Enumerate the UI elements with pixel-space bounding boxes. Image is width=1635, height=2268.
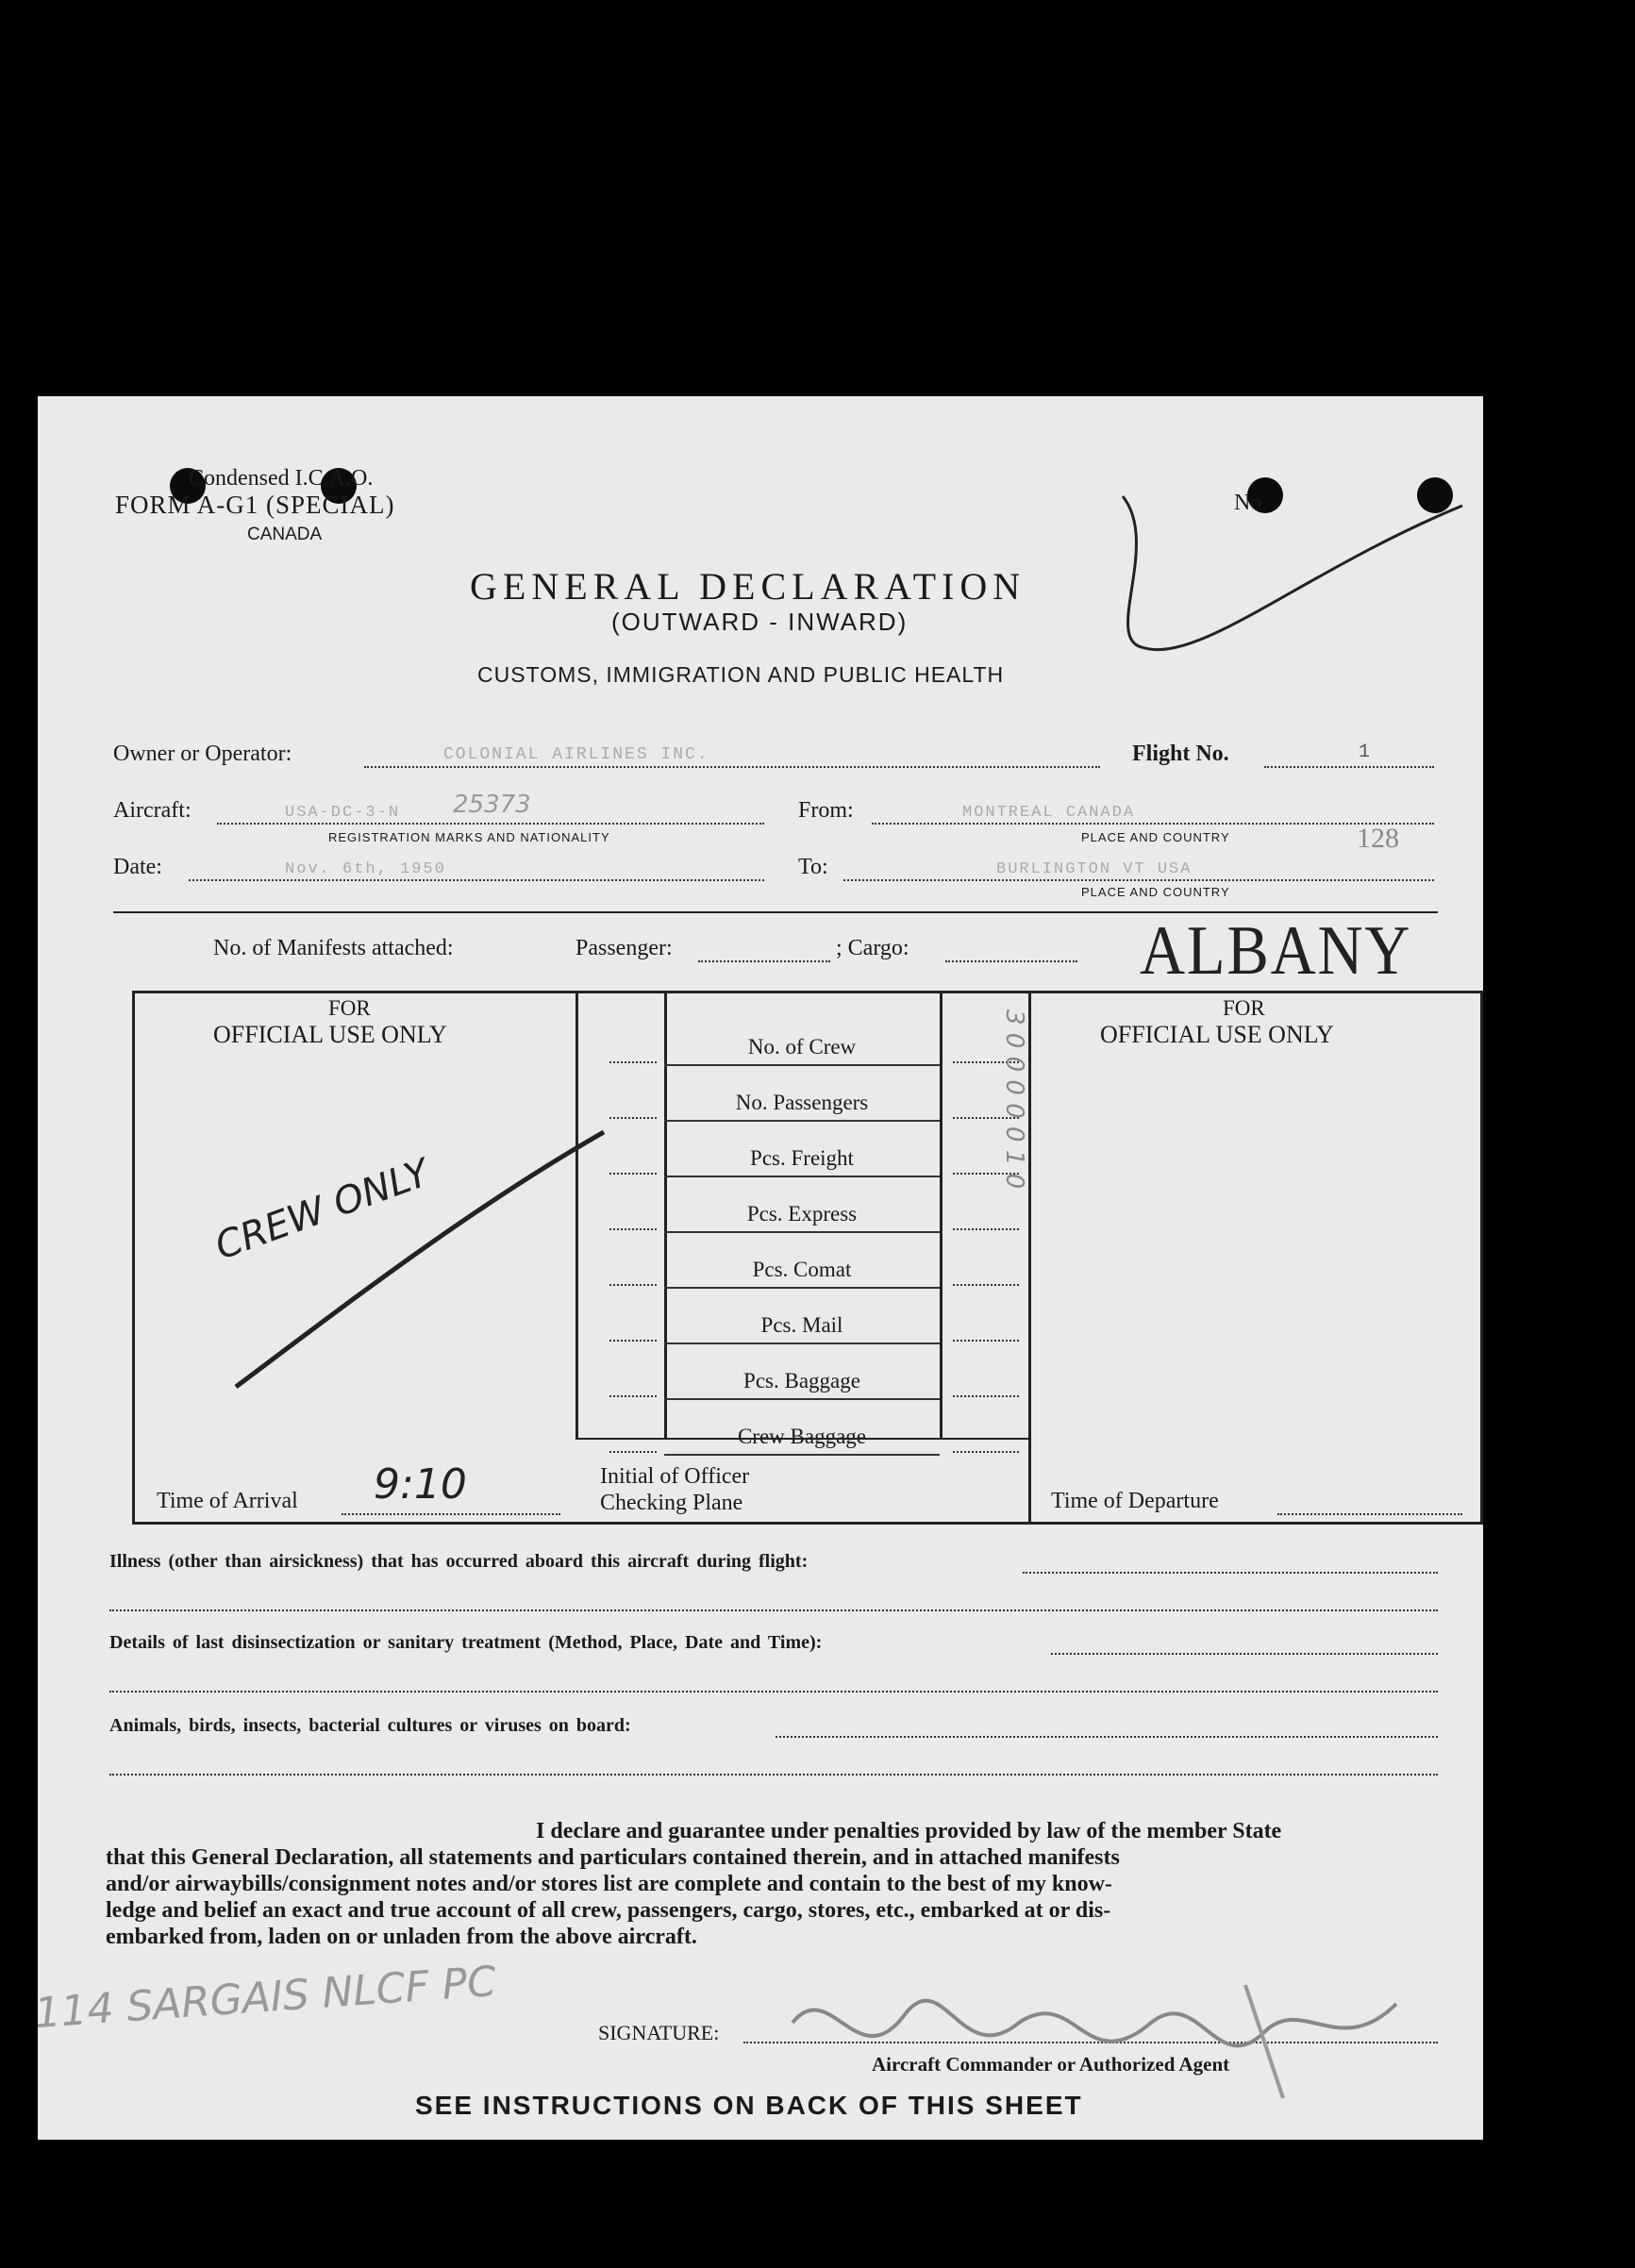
to-value: BURLINGTON VT USA	[996, 860, 1193, 878]
declaration-line-2: that this General Declaration, all statements and particulars contained therein, and in attached manifests	[106, 1845, 1120, 1870]
footer-instructions: SEE INSTRUCTIONS ON BACK OF THIS SHEET	[415, 2091, 1083, 2120]
table-row-label: No. of Crew	[747, 1035, 857, 1059]
to-label: To:	[798, 855, 828, 879]
left-header-2: OFFICIAL USE ONLY	[213, 1021, 447, 1048]
page-subtitle-2: CUSTOMS, IMMIGRATION AND PUBLIC HEALTH	[477, 662, 1005, 687]
arrival-value: 9:10	[374, 1460, 467, 1509]
from-caption: PLACE AND COUNTRY	[1081, 830, 1230, 844]
to-caption: PLACE AND COUNTRY	[1081, 885, 1230, 899]
table-row-entry-left	[609, 1451, 657, 1453]
signature-scribble	[774, 1966, 1434, 2108]
table-row-entry-left	[609, 1117, 657, 1119]
aircraft-value: USA-DC-3-N	[285, 804, 401, 822]
passenger-label: Passenger:	[576, 936, 673, 960]
left-header-1: FOR	[328, 996, 371, 1020]
arrival-label: Time of Arrival	[157, 1489, 298, 1513]
right-header-2: OFFICIAL USE ONLY	[1100, 1021, 1334, 1048]
aircraft-caption: REGISTRATION MARKS AND NATIONALITY	[328, 830, 610, 844]
page-title: GENERAL DECLARATION	[470, 565, 1026, 608]
initial-label-2: Checking Plane	[600, 1491, 743, 1515]
crew-only-note: CREW ONLY	[209, 1151, 436, 1269]
table-row-label: Pcs. Comat	[752, 1258, 852, 1281]
table-row-rule	[664, 1342, 940, 1344]
table-row-label: Pcs. Baggage	[743, 1369, 860, 1392]
table-row-entry-right	[953, 1451, 1019, 1453]
date-label: Date:	[113, 855, 162, 879]
table-row-label: Pcs. Mail	[760, 1313, 843, 1337]
table-row-rule	[664, 1120, 940, 1122]
form-line-2: FORM A-G1 (SPECIAL)	[115, 491, 395, 519]
table-row-label: Pcs. Express	[746, 1202, 858, 1226]
stamp-number: 128	[1357, 823, 1399, 854]
initial-label-1: Initial of Officer	[600, 1464, 750, 1489]
flight-label: Flight No.	[1132, 742, 1229, 766]
handwritten-note: 114 SARGAIS NLCF PC	[32, 1957, 498, 2039]
flight-value: 1	[1359, 742, 1373, 763]
table-row-label: No. Passengers	[735, 1091, 869, 1114]
table-row-label: Pcs. Freight	[750, 1146, 854, 1170]
from-label: From:	[798, 798, 854, 823]
declaration-line-5: embarked from, laden on or unladen from the above aircraft.	[106, 1925, 697, 1949]
form-no-label: No.	[1234, 491, 1268, 515]
owner-label: Owner or Operator:	[113, 742, 292, 766]
handwritten-stroke-icon	[226, 1123, 623, 1406]
form-line-3: CANADA	[247, 525, 323, 544]
signature-label: SIGNATURE:	[598, 2021, 720, 2044]
declaration-line-4: ledge and belief an exact and true account of all crew, passengers, cargo, stores, etc., embarked at or dis-	[106, 1898, 1111, 1923]
illness-label: Illness (other than airsickness) that has occurred aboard this aircraft during flight:	[109, 1551, 809, 1572]
table-row-rule	[664, 1287, 940, 1289]
owner-value: COLONIAL AIRLINES INC.	[443, 745, 709, 764]
right-header-1: FOR	[1223, 996, 1265, 1020]
table-row-rule	[664, 1176, 940, 1177]
table-row-rule	[664, 1454, 940, 1456]
form-line-1: Condensed I.C.A.O.	[189, 466, 374, 491]
cargo-label: ; Cargo:	[836, 936, 909, 960]
aircraft-handwritten: 25373	[453, 791, 531, 819]
table-row-label: Crew Baggage	[737, 1425, 867, 1448]
departure-label: Time of Departure	[1051, 1489, 1219, 1513]
declaration-line-3: and/or airwaybills/consignment notes and/or stores list are complete and contain to the best of my know-	[106, 1872, 1112, 1896]
table-row-entry-left	[609, 1061, 657, 1063]
animals-label: Animals, birds, insects, bacterial cultures or viruses on board:	[109, 1715, 631, 1736]
aircraft-label: Aircraft:	[113, 798, 192, 823]
check-mark-icon	[1085, 487, 1481, 704]
count-marks: 3 0 0 0 0 0 1 0	[1000, 1009, 1028, 1190]
table-row-rule	[664, 1231, 940, 1233]
table-row-rule	[664, 1398, 940, 1400]
manifests-label: No. of Manifests attached:	[213, 936, 454, 960]
declaration-line-1: I declare and guarantee under penalties provided by law of the member State	[536, 1819, 1282, 1843]
table-row-rule	[664, 1064, 940, 1066]
albany-stamp: ALBANY	[1140, 912, 1412, 990]
from-value: MONTREAL CANADA	[962, 804, 1136, 822]
signature-caption: Aircraft Commander or Authorized Agent	[872, 2053, 1230, 2076]
form-sheet	[32, 396, 1483, 2140]
date-value: Nov. 6th, 1950	[285, 860, 446, 878]
disinsect-label: Details of last disinsectization or sanitary treatment (Method, Place, Date and Time):	[109, 1632, 823, 1653]
page-subtitle: (OUTWARD - INWARD)	[611, 608, 909, 636]
